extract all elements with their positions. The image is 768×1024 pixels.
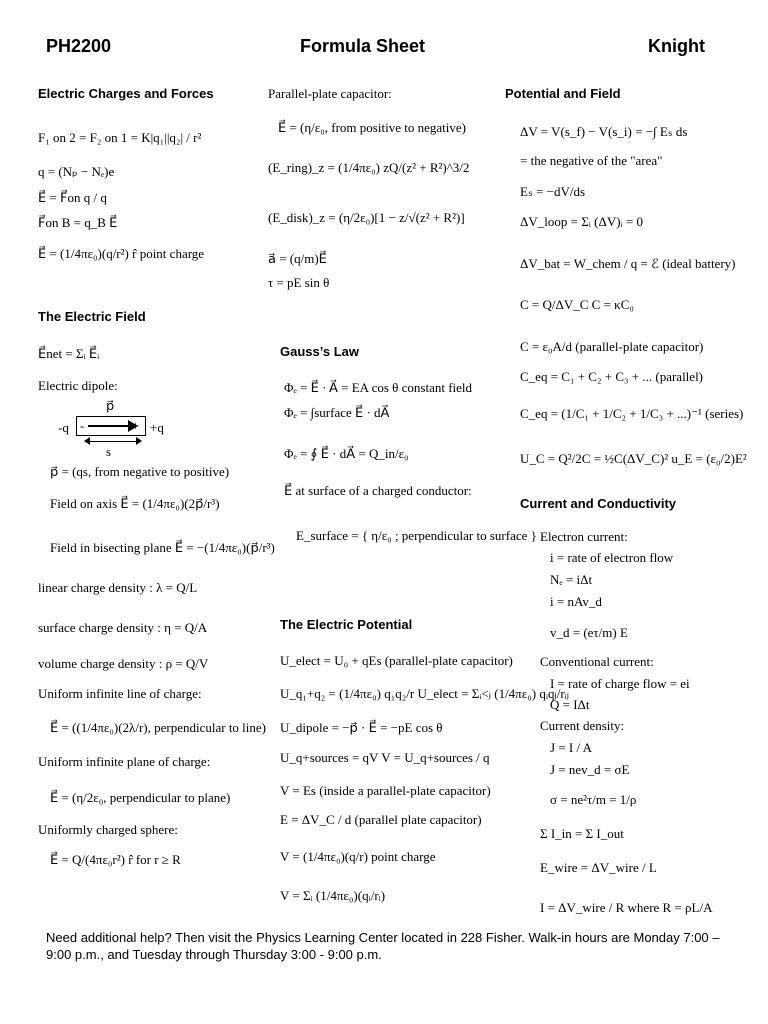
equation-dipole-moment: p⃗ = (qs, from negative to positive) xyxy=(50,464,230,479)
dipole-arrow xyxy=(88,425,130,427)
equation-gauss-law: Φₑ = ∮ E⃗ · dA⃗ = Q_in/ε₀ xyxy=(284,446,409,461)
conductor-label: E⃗ at surface of a charged conductor: xyxy=(284,483,472,498)
equation-v-sum: V = Σᵢ (1/4πε₀)(qᵢ/rᵢ) xyxy=(280,888,386,903)
equation-capacitor-energy: U_C = Q²/2C = ½C(ΔV_C)² u_E = (ε₀/2)E² xyxy=(520,451,747,466)
page-title: Formula Sheet xyxy=(300,36,426,56)
equation-charge-time: Q = IΔt xyxy=(550,697,590,712)
line-of-charge-label: Uniform infinite line of charge: xyxy=(38,686,202,701)
equation-current-density-drift: J = nev_d = σE xyxy=(550,762,630,777)
equation-u-sources: U_q+sources = qV V = U_q+sources / q xyxy=(280,750,490,765)
equation-torque: τ = pE sin θ xyxy=(268,275,330,290)
equation-linear-charge-density: linear charge density : λ = Q/L xyxy=(38,580,198,595)
equation-potential-difference: ΔV = V(s_f) − V(s_i) = −∫ Eₛ ds xyxy=(520,124,688,139)
equation-loop-law: ΔV_loop = Σᵢ (ΔV)ᵢ = 0 xyxy=(520,214,643,229)
equation-electron-count: Nₑ = iΔt xyxy=(550,572,593,587)
equation-e-dvc: E = ΔV_C / d (parallel plate capacitor) xyxy=(280,812,482,827)
equation-surface-charge-density: surface charge density : η = Q/A xyxy=(38,620,208,635)
equation-wire-field: E_wire = ΔV_wire / L xyxy=(540,860,657,875)
equation-electron-current: i = nAv_d xyxy=(550,594,602,609)
equation-acceleration: a⃗ = (q/m)E⃗ xyxy=(268,251,327,266)
dipole-positive-charge: +q xyxy=(150,420,164,435)
equation-capacitance: C = Q/ΔV_C C = κC₀ xyxy=(520,297,634,312)
equation-field-on-axis: Field on axis E⃗ = (1/4πε₀)(2p⃗/r³) xyxy=(50,496,220,511)
dipole-minus-sign: - xyxy=(80,418,85,433)
dipole-separation-label: s xyxy=(106,444,112,459)
section-electric-potential: The Electric Potential xyxy=(280,617,413,632)
equation-u-dipole: U_dipole = −p⃗ · E⃗ = −pE cos θ xyxy=(280,720,443,735)
equation-capacitors-series: C_eq = (1/C₁ + 1/C₂ + 1/C₃ + ...)⁻¹ (series) xyxy=(520,406,744,421)
section-gauss-law: Gauss’s Law xyxy=(280,344,359,359)
sphere-label: Uniformly charged sphere: xyxy=(38,822,178,837)
separation-left-arrow-icon xyxy=(84,437,90,445)
electron-current-label: Electron current: xyxy=(540,529,628,544)
section-current-conductivity: Current and Conductivity xyxy=(520,496,677,511)
current-density-label: Current density: xyxy=(540,718,625,733)
equation-net-field: E⃗net = Σᵢ E⃗ᵢ xyxy=(38,346,100,361)
equation-disk-field: (E_disk)_z = (η/2ε₀)[1 − z/√(z² + R²)] xyxy=(268,210,465,225)
equation-current-conservation: Σ I_in = Σ I_out xyxy=(540,826,624,841)
section-potential-field: Potential and Field xyxy=(505,86,621,101)
equation-ohms-law: I = ΔV_wire / R where R = ρL/A xyxy=(540,900,713,915)
equation-current-density: J = I / A xyxy=(550,740,593,755)
equation-capacitors-parallel: C_eq = C₁ + C₂ + C₃ + ... (parallel) xyxy=(520,369,704,384)
equation-conductivity: σ = ne²τ/m = 1/ρ xyxy=(550,792,637,807)
section-electric-charges: Electric Charges and Forces xyxy=(38,86,214,101)
dipole-plus-sign: + xyxy=(132,418,140,433)
separation-right-arrow-icon xyxy=(136,437,142,445)
equation-field-gradient: Eₛ = −dV/ds xyxy=(520,184,586,199)
equation-electron-flow: i = rate of electron flow xyxy=(550,550,674,565)
equation-u-pair: U_q₁+q₂ = (1/4πε₀) q₁q₂/r U_elect = Σᵢ<ⱼ (1/4πε₀) qᵢqⱼ/rᵢⱼ xyxy=(280,686,570,701)
section-electric-field: The Electric Field xyxy=(38,309,146,324)
dipole-moment-symbol: p⃗ xyxy=(106,398,115,413)
equation-v-es: V = Es (inside a parallel-plate capacitor) xyxy=(280,783,491,798)
header-course: PH2200 xyxy=(46,36,112,56)
equation-plane-of-charge: E⃗ = (η/2ε₀, perpendicular to plane) xyxy=(50,790,231,805)
separation-arrow-line xyxy=(86,441,138,442)
equation-force-on-charge: F⃗on B = q_B E⃗ xyxy=(38,215,118,230)
equation-field-from-force: E⃗ = F⃗on q / q xyxy=(38,190,107,205)
equation-coulomb-force: F₁ on 2 = F₂ on 1 = K|q₁||q₂| / r² xyxy=(38,130,202,145)
equation-v-point-charge: V = (1/4πε₀)(q/r) point charge xyxy=(280,849,436,864)
equation-field-bisecting-plane: Field in bisecting plane E⃗ = −(1/4πε₀)(p⃗/r³) xyxy=(50,540,275,555)
equation-ring-field: (E_ring)_z = (1/4πε₀) zQ/(z² + R²)^3/2 xyxy=(268,160,470,175)
equation-volume-charge-density: volume charge density : ρ = Q/V xyxy=(38,656,209,671)
equation-charge-flow: I = rate of charge flow = ei xyxy=(550,676,690,691)
capacitor-label: Parallel-plate capacitor: xyxy=(268,86,392,101)
equation-battery-emf: ΔV_bat = W_chem / q = ℰ (ideal battery) xyxy=(520,256,736,271)
dipole-negative-charge: -q xyxy=(58,420,69,435)
equation-surface-field: E_surface = { η/ε₀ ; perpendicular to surface } xyxy=(296,528,537,543)
equation-charge-quantization: q = (Nₚ − Nₑ)e xyxy=(38,164,115,179)
equation-flux-constant: Φₑ = E⃗ · A⃗ = EA cos θ constant field xyxy=(284,380,473,395)
area-note: = the negative of the "area" xyxy=(520,153,663,168)
dipole-label: Electric dipole: xyxy=(38,378,118,393)
equation-point-charge-field: E⃗ = (1/4πε₀)(q/r²) r̂ point charge xyxy=(38,246,205,261)
footer-help-text: Need additional help? Then visit the Physics Learning Center located in 228 Fisher. Walk-in hours are Monday 7:00 – 9:00 p.m., and Tuesday through Thursday 3:00 - 9:00 p.m. xyxy=(46,930,720,962)
equation-drift-velocity: v_d = (eτ/m) E xyxy=(550,625,628,640)
header-author: Knight xyxy=(648,36,705,56)
equation-flux-integral: Φₑ = ∫surface E⃗ · dA⃗ xyxy=(284,405,390,420)
equation-parallel-plate-capacitance: C = ε₀A/d (parallel-plate capacitor) xyxy=(520,339,704,354)
equation-u-elect: U_elect = U₀ + qEs (parallel-plate capacitor) xyxy=(280,653,513,668)
equation-charged-sphere: E⃗ = Q/(4πε₀r²) r̂ for r ≥ R xyxy=(50,852,181,867)
plane-of-charge-label: Uniform infinite plane of charge: xyxy=(38,754,211,769)
equation-capacitor-field: E⃗ = (η/ε₀, from positive to negative) xyxy=(278,120,466,135)
conventional-current-label: Conventional current: xyxy=(540,654,654,669)
equation-line-of-charge: E⃗ = ((1/4πε₀)(2λ/r), perpendicular to line) xyxy=(50,720,266,735)
